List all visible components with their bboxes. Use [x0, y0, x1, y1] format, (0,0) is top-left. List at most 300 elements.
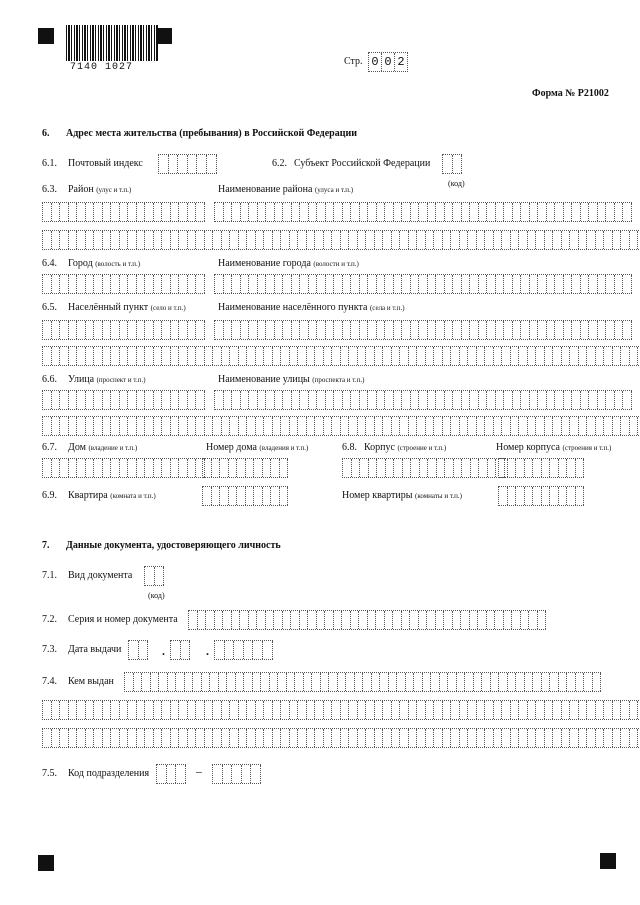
char-cell[interactable]: [553, 231, 562, 249]
char-cell[interactable]: [572, 321, 581, 339]
char-cell[interactable]: [69, 459, 78, 477]
char-cell[interactable]: [137, 347, 146, 365]
char-cell[interactable]: [564, 203, 573, 221]
char-cell[interactable]: [171, 729, 180, 747]
char-cell[interactable]: [349, 417, 358, 435]
char-cell[interactable]: [417, 231, 426, 249]
char-cell[interactable]: [120, 275, 129, 293]
char-cell[interactable]: [162, 459, 171, 477]
char-cell[interactable]: [290, 417, 299, 435]
char-cell[interactable]: [385, 611, 394, 629]
char-cell[interactable]: [77, 729, 86, 747]
char-cell[interactable]: [280, 459, 289, 477]
char-cell[interactable]: [137, 231, 146, 249]
char-cell[interactable]: [385, 203, 394, 221]
char-cell[interactable]: [145, 231, 154, 249]
char-cell[interactable]: [264, 231, 273, 249]
char-cell[interactable]: [111, 417, 120, 435]
char-cell[interactable]: [300, 611, 309, 629]
char-cell[interactable]: [229, 487, 238, 505]
char-cell[interactable]: [254, 487, 263, 505]
char-cell[interactable]: [508, 459, 517, 477]
char-cell[interactable]: [460, 729, 469, 747]
char-cell[interactable]: [623, 275, 632, 293]
char-cell[interactable]: [304, 673, 313, 691]
char-cell[interactable]: [453, 321, 462, 339]
city-name-input[interactable]: [214, 274, 632, 294]
char-cell[interactable]: [536, 729, 545, 747]
char-cell[interactable]: [230, 231, 239, 249]
char-cell[interactable]: [249, 611, 258, 629]
char-cell[interactable]: [596, 701, 605, 719]
char-cell[interactable]: [86, 347, 95, 365]
char-cell[interactable]: [564, 275, 573, 293]
char-cell[interactable]: [162, 347, 171, 365]
char-cell[interactable]: [468, 417, 477, 435]
char-cell[interactable]: [375, 231, 384, 249]
char-cell[interactable]: [478, 611, 487, 629]
char-cell[interactable]: [213, 729, 222, 747]
char-cell[interactable]: [239, 417, 248, 435]
char-cell[interactable]: [375, 347, 384, 365]
char-cell[interactable]: [324, 729, 333, 747]
char-cell[interactable]: [366, 729, 375, 747]
char-cell[interactable]: [581, 391, 590, 409]
char-cell[interactable]: [359, 611, 368, 629]
char-cell[interactable]: [77, 347, 86, 365]
char-cell[interactable]: [436, 203, 445, 221]
char-cell[interactable]: [213, 347, 222, 365]
char-cell[interactable]: [307, 701, 316, 719]
char-cell[interactable]: [241, 203, 250, 221]
char-cell[interactable]: [460, 347, 469, 365]
char-cell[interactable]: [171, 417, 180, 435]
char-cell[interactable]: [604, 417, 613, 435]
char-cell[interactable]: [623, 321, 632, 339]
char-cell[interactable]: [615, 275, 624, 293]
char-cell[interactable]: [553, 347, 562, 365]
char-cell[interactable]: [266, 611, 275, 629]
char-cell[interactable]: [570, 729, 579, 747]
char-cell[interactable]: [511, 701, 520, 719]
char-cell[interactable]: [43, 417, 52, 435]
char-cell[interactable]: [366, 417, 375, 435]
char-cell[interactable]: [598, 203, 607, 221]
char-cell[interactable]: [162, 203, 171, 221]
char-cell[interactable]: [315, 347, 324, 365]
char-cell[interactable]: [324, 701, 333, 719]
char-cell[interactable]: [315, 701, 324, 719]
char-cell[interactable]: [324, 347, 333, 365]
char-cell[interactable]: [572, 203, 581, 221]
char-cell[interactable]: [205, 231, 214, 249]
char-cell[interactable]: [154, 203, 163, 221]
char-cell[interactable]: [360, 321, 369, 339]
char-cell[interactable]: [528, 347, 537, 365]
char-cell[interactable]: [43, 701, 52, 719]
char-cell[interactable]: [462, 275, 471, 293]
char-cell[interactable]: [536, 231, 545, 249]
char-cell[interactable]: [397, 673, 406, 691]
char-cell[interactable]: [513, 321, 522, 339]
char-cell[interactable]: [426, 729, 435, 747]
char-cell[interactable]: [86, 203, 95, 221]
char-cell[interactable]: [154, 417, 163, 435]
char-cell[interactable]: [606, 321, 615, 339]
char-cell[interactable]: [317, 611, 326, 629]
char-cell[interactable]: [487, 275, 496, 293]
char-cell[interactable]: [394, 275, 403, 293]
char-cell[interactable]: [224, 321, 233, 339]
district-type-input[interactable]: [42, 202, 205, 222]
char-cell[interactable]: [273, 231, 282, 249]
char-cell[interactable]: [69, 321, 78, 339]
char-cell[interactable]: [317, 203, 326, 221]
char-cell[interactable]: [394, 321, 403, 339]
char-cell[interactable]: [550, 459, 559, 477]
issue-date-month-input[interactable]: [170, 640, 190, 660]
char-cell[interactable]: [579, 231, 588, 249]
char-cell[interactable]: [587, 701, 596, 719]
char-cell[interactable]: [291, 611, 300, 629]
char-cell[interactable]: [206, 611, 215, 629]
char-cell[interactable]: [111, 729, 120, 747]
char-cell[interactable]: [623, 203, 632, 221]
char-cell[interactable]: [468, 729, 477, 747]
char-cell[interactable]: [176, 673, 185, 691]
char-cell[interactable]: [111, 701, 120, 719]
char-cell[interactable]: [212, 487, 221, 505]
char-cell[interactable]: [470, 611, 479, 629]
char-cell[interactable]: [538, 275, 547, 293]
char-cell[interactable]: [171, 203, 180, 221]
char-cell[interactable]: [545, 347, 554, 365]
char-cell[interactable]: [128, 321, 137, 339]
char-cell[interactable]: [145, 275, 154, 293]
char-cell[interactable]: [513, 203, 522, 221]
char-cell[interactable]: [477, 729, 486, 747]
char-cell[interactable]: [273, 701, 282, 719]
char-cell[interactable]: [196, 347, 205, 365]
char-cell[interactable]: [111, 321, 120, 339]
char-cell[interactable]: [125, 673, 134, 691]
char-cell[interactable]: [232, 391, 241, 409]
street-type-input[interactable]: [42, 390, 205, 410]
char-cell[interactable]: [179, 203, 188, 221]
char-cell[interactable]: [237, 487, 246, 505]
char-cell[interactable]: [171, 321, 180, 339]
char-cell[interactable]: [203, 487, 212, 505]
char-cell[interactable]: [239, 347, 248, 365]
char-cell[interactable]: [253, 673, 262, 691]
char-cell[interactable]: [389, 673, 398, 691]
char-cell[interactable]: [94, 203, 103, 221]
char-cell[interactable]: [477, 347, 486, 365]
char-cell[interactable]: [332, 231, 341, 249]
char-cell[interactable]: [553, 701, 562, 719]
char-cell[interactable]: [334, 611, 343, 629]
char-cell[interactable]: [623, 391, 632, 409]
char-cell[interactable]: [511, 729, 520, 747]
char-cell[interactable]: [411, 459, 420, 477]
issued-by-continuation-input-1[interactable]: [42, 700, 640, 720]
char-cell[interactable]: [77, 203, 86, 221]
char-cell[interactable]: [468, 347, 477, 365]
char-cell[interactable]: [409, 231, 418, 249]
char-cell[interactable]: [128, 347, 137, 365]
char-cell[interactable]: [516, 487, 525, 505]
char-cell[interactable]: [239, 701, 248, 719]
char-cell[interactable]: [309, 203, 318, 221]
char-cell[interactable]: [241, 275, 250, 293]
char-cell[interactable]: [198, 611, 207, 629]
char-cell[interactable]: [240, 611, 249, 629]
char-cell[interactable]: [502, 729, 511, 747]
char-cell[interactable]: [341, 729, 350, 747]
char-cell[interactable]: [392, 231, 401, 249]
char-cell[interactable]: [559, 673, 568, 691]
char-cell[interactable]: [275, 275, 284, 293]
char-cell[interactable]: [360, 459, 369, 477]
char-cell[interactable]: [188, 203, 197, 221]
char-cell[interactable]: [224, 275, 233, 293]
char-cell[interactable]: [576, 673, 585, 691]
char-cell[interactable]: [229, 459, 238, 477]
char-cell[interactable]: [145, 417, 154, 435]
char-cell[interactable]: [60, 701, 69, 719]
char-cell[interactable]: [417, 701, 426, 719]
char-cell[interactable]: [536, 417, 545, 435]
char-cell[interactable]: [521, 391, 530, 409]
char-cell[interactable]: [137, 275, 146, 293]
char-cell[interactable]: [249, 275, 258, 293]
char-cell[interactable]: [443, 347, 452, 365]
char-cell[interactable]: [499, 487, 508, 505]
char-cell[interactable]: [485, 729, 494, 747]
char-cell[interactable]: [329, 673, 338, 691]
char-cell[interactable]: [278, 673, 287, 691]
char-cell[interactable]: [271, 487, 280, 505]
char-cell[interactable]: [307, 729, 316, 747]
char-cell[interactable]: [417, 347, 426, 365]
char-cell[interactable]: [462, 391, 471, 409]
char-cell[interactable]: [215, 321, 224, 339]
char-cell[interactable]: [555, 391, 564, 409]
street-name-continuation-input[interactable]: [42, 416, 640, 436]
char-cell[interactable]: [86, 729, 95, 747]
char-cell[interactable]: [154, 321, 163, 339]
char-cell[interactable]: [196, 275, 205, 293]
district-name-input[interactable]: [214, 202, 632, 222]
char-cell[interactable]: [86, 417, 95, 435]
char-cell[interactable]: [596, 347, 605, 365]
char-cell[interactable]: [485, 417, 494, 435]
char-cell[interactable]: [581, 321, 590, 339]
char-cell[interactable]: [298, 347, 307, 365]
char-cell[interactable]: [52, 231, 61, 249]
char-cell[interactable]: [613, 701, 622, 719]
char-cell[interactable]: [402, 203, 411, 221]
char-cell[interactable]: [621, 231, 630, 249]
char-cell[interactable]: [43, 275, 52, 293]
char-cell[interactable]: [220, 459, 229, 477]
char-cell[interactable]: [562, 417, 571, 435]
char-cell[interactable]: [60, 459, 69, 477]
char-cell[interactable]: [154, 701, 163, 719]
char-cell[interactable]: [366, 701, 375, 719]
char-cell[interactable]: [43, 347, 52, 365]
page-number-field[interactable]: [368, 52, 408, 72]
char-cell[interactable]: [547, 391, 556, 409]
char-cell[interactable]: [230, 729, 239, 747]
char-cell[interactable]: [426, 231, 435, 249]
char-cell[interactable]: [419, 203, 428, 221]
char-cell[interactable]: [545, 701, 554, 719]
char-cell[interactable]: [547, 321, 556, 339]
char-cell[interactable]: [570, 701, 579, 719]
char-cell[interactable]: [258, 275, 267, 293]
char-cell[interactable]: [428, 321, 437, 339]
char-cell[interactable]: [103, 203, 112, 221]
char-cell[interactable]: [451, 347, 460, 365]
char-cell[interactable]: [392, 417, 401, 435]
char-cell[interactable]: [377, 391, 386, 409]
char-cell[interactable]: [275, 321, 284, 339]
char-cell[interactable]: [324, 231, 333, 249]
char-cell[interactable]: [454, 459, 463, 477]
char-cell[interactable]: [188, 729, 197, 747]
char-cell[interactable]: [86, 459, 95, 477]
char-cell[interactable]: [264, 417, 273, 435]
char-cell[interactable]: [120, 459, 129, 477]
char-cell[interactable]: [341, 417, 350, 435]
char-cell[interactable]: [69, 203, 78, 221]
char-cell[interactable]: [309, 391, 318, 409]
char-cell[interactable]: [428, 391, 437, 409]
char-cell[interactable]: [562, 231, 571, 249]
char-cell[interactable]: [499, 673, 508, 691]
char-cell[interactable]: [69, 275, 78, 293]
char-cell[interactable]: [179, 391, 188, 409]
char-cell[interactable]: [94, 729, 103, 747]
char-cell[interactable]: [60, 391, 69, 409]
char-cell[interactable]: [273, 417, 282, 435]
char-cell[interactable]: [516, 673, 525, 691]
settlement-name-continuation-input[interactable]: [42, 346, 640, 366]
char-cell[interactable]: [462, 321, 471, 339]
char-cell[interactable]: [232, 203, 241, 221]
char-cell[interactable]: [630, 231, 639, 249]
char-cell[interactable]: [494, 701, 503, 719]
char-cell[interactable]: [579, 701, 588, 719]
char-cell[interactable]: [570, 347, 579, 365]
char-cell[interactable]: [196, 203, 205, 221]
char-cell[interactable]: [171, 391, 180, 409]
apartment-type-input[interactable]: [202, 486, 288, 506]
char-cell[interactable]: [120, 391, 129, 409]
char-cell[interactable]: [261, 673, 270, 691]
char-cell[interactable]: [427, 611, 436, 629]
char-cell[interactable]: [376, 611, 385, 629]
char-cell[interactable]: [394, 459, 403, 477]
char-cell[interactable]: [491, 673, 500, 691]
char-cell[interactable]: [210, 673, 219, 691]
char-cell[interactable]: [334, 321, 343, 339]
char-cell[interactable]: [528, 231, 537, 249]
char-cell[interactable]: [445, 459, 454, 477]
char-cell[interactable]: [434, 729, 443, 747]
char-cell[interactable]: [315, 729, 324, 747]
char-cell[interactable]: [530, 203, 539, 221]
char-cell[interactable]: [589, 203, 598, 221]
char-cell[interactable]: [402, 321, 411, 339]
char-cell[interactable]: [271, 459, 280, 477]
char-cell[interactable]: [332, 347, 341, 365]
char-cell[interactable]: [171, 701, 180, 719]
char-cell[interactable]: [77, 231, 86, 249]
char-cell[interactable]: [145, 203, 154, 221]
char-cell[interactable]: [188, 417, 197, 435]
char-cell[interactable]: [471, 459, 480, 477]
char-cell[interactable]: [346, 673, 355, 691]
char-cell[interactable]: [555, 203, 564, 221]
char-cell[interactable]: [411, 203, 420, 221]
char-cell[interactable]: [479, 459, 488, 477]
char-cell[interactable]: [324, 417, 333, 435]
char-cell[interactable]: [496, 203, 505, 221]
char-cell[interactable]: [120, 417, 129, 435]
char-cell[interactable]: [593, 673, 602, 691]
char-cell[interactable]: [553, 417, 562, 435]
char-cell[interactable]: [351, 391, 360, 409]
char-cell[interactable]: [154, 459, 163, 477]
char-cell[interactable]: [179, 321, 188, 339]
char-cell[interactable]: [69, 347, 78, 365]
char-cell[interactable]: [196, 321, 205, 339]
char-cell[interactable]: [111, 391, 120, 409]
char-cell[interactable]: [587, 729, 596, 747]
char-cell[interactable]: [196, 231, 205, 249]
char-cell[interactable]: [241, 321, 250, 339]
char-cell[interactable]: [596, 417, 605, 435]
char-cell[interactable]: [312, 673, 321, 691]
char-cell[interactable]: [249, 203, 258, 221]
char-cell[interactable]: [280, 487, 289, 505]
char-cell[interactable]: [519, 729, 528, 747]
char-cell[interactable]: [205, 417, 214, 435]
char-cell[interactable]: [273, 347, 282, 365]
char-cell[interactable]: [196, 701, 205, 719]
char-cell[interactable]: [542, 487, 551, 505]
char-cell[interactable]: [445, 203, 454, 221]
char-cell[interactable]: [499, 459, 508, 477]
char-cell[interactable]: [300, 391, 309, 409]
char-cell[interactable]: [604, 729, 613, 747]
char-cell[interactable]: [60, 417, 69, 435]
char-cell[interactable]: [613, 417, 622, 435]
city-type-input[interactable]: [42, 274, 205, 294]
char-cell[interactable]: [567, 487, 576, 505]
char-cell[interactable]: [368, 275, 377, 293]
char-cell[interactable]: [298, 729, 307, 747]
char-cell[interactable]: [460, 231, 469, 249]
char-cell[interactable]: [317, 391, 326, 409]
char-cell[interactable]: [232, 275, 241, 293]
char-cell[interactable]: [440, 673, 449, 691]
char-cell[interactable]: [213, 231, 222, 249]
char-cell[interactable]: [468, 701, 477, 719]
settlement-name-input[interactable]: [214, 320, 632, 340]
